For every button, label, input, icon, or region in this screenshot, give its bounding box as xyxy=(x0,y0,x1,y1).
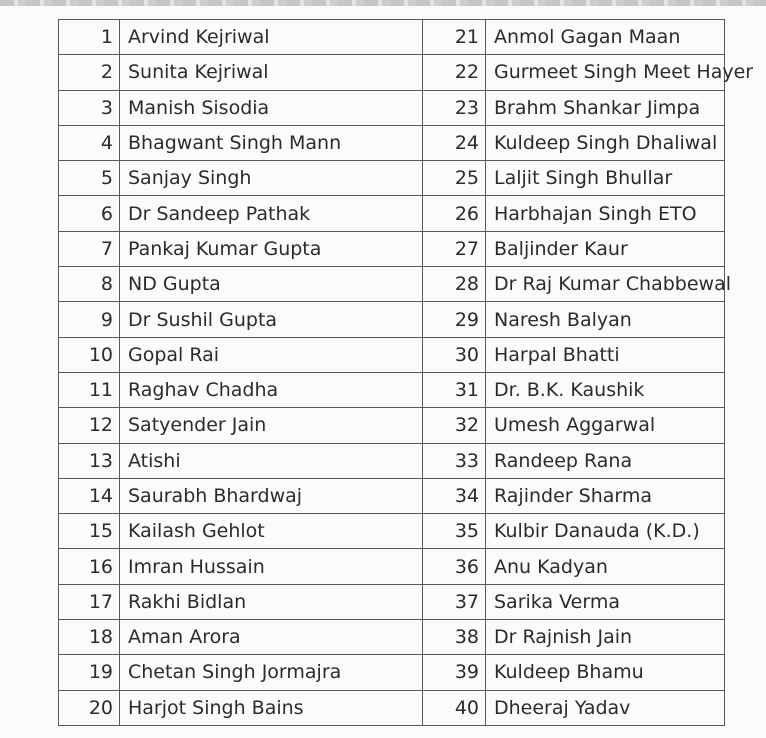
left-number-cell: 17 xyxy=(59,584,120,619)
right-name-cell: Harbhajan Singh ETO xyxy=(486,196,725,231)
table-row xyxy=(59,620,725,655)
table-row xyxy=(59,584,725,619)
left-name-cell: Kailash Gehlot xyxy=(120,514,423,549)
right-number-cell: 24 xyxy=(423,125,486,160)
right-number-cell: 31 xyxy=(423,372,486,407)
left-number-cell: 2 xyxy=(59,55,120,90)
left-number-cell: 6 xyxy=(59,196,120,231)
right-number-cell: 40 xyxy=(423,690,486,725)
right-number-cell: 39 xyxy=(423,655,486,690)
right-name-cell: Randeep Rana xyxy=(486,443,725,478)
table-row xyxy=(59,408,725,443)
left-name-cell: Saurabh Bhardwaj xyxy=(120,478,423,513)
cropped-text-edge xyxy=(0,0,766,6)
left-number-cell: 10 xyxy=(59,337,120,372)
table-row xyxy=(59,443,725,478)
right-name-cell: Dheeraj Yadav xyxy=(486,690,725,725)
table-row xyxy=(59,90,725,125)
left-number-cell: 3 xyxy=(59,90,120,125)
right-name-cell: Kuldeep Bhamu xyxy=(486,655,725,690)
left-number-cell: 4 xyxy=(59,125,120,160)
right-name-cell: Anmol Gagan Maan xyxy=(486,20,725,55)
right-name-cell: Dr Rajnish Jain xyxy=(486,620,725,655)
right-number-cell: 21 xyxy=(423,20,486,55)
table-row xyxy=(59,690,725,725)
left-name-cell: Arvind Kejriwal xyxy=(120,20,423,55)
left-number-cell: 18 xyxy=(59,620,120,655)
right-number-cell: 38 xyxy=(423,620,486,655)
left-number-cell: 13 xyxy=(59,443,120,478)
right-name-cell: Dr. B.K. Kaushik xyxy=(486,372,725,407)
table-row xyxy=(59,231,725,266)
right-number-cell: 30 xyxy=(423,337,486,372)
left-number-cell: 11 xyxy=(59,372,120,407)
right-number-cell: 37 xyxy=(423,584,486,619)
left-number-cell: 9 xyxy=(59,302,120,337)
table-row xyxy=(59,125,725,160)
table-row xyxy=(59,514,725,549)
table-row xyxy=(59,655,725,690)
table-row xyxy=(59,372,725,407)
left-name-cell: Pankaj Kumar Gupta xyxy=(120,231,423,266)
right-number-cell: 22 xyxy=(423,55,486,90)
right-number-cell: 32 xyxy=(423,408,486,443)
right-name-cell: Kuldeep Singh Dhaliwal xyxy=(486,125,725,160)
right-number-cell: 35 xyxy=(423,514,486,549)
left-name-cell: Aman Arora xyxy=(120,620,423,655)
right-name-cell: Dr Raj Kumar Chabbewal xyxy=(486,267,725,302)
left-number-cell: 19 xyxy=(59,655,120,690)
left-name-cell: ND Gupta xyxy=(120,267,423,302)
left-name-cell: Gopal Rai xyxy=(120,337,423,372)
left-name-cell: Dr Sandeep Pathak xyxy=(120,196,423,231)
right-name-cell: Harpal Bhatti xyxy=(486,337,725,372)
right-number-cell: 29 xyxy=(423,302,486,337)
left-number-cell: 5 xyxy=(59,161,120,196)
left-name-cell: Chetan Singh Jormajra xyxy=(120,655,423,690)
right-name-cell: Baljinder Kaur xyxy=(486,231,725,266)
left-name-cell: Dr Sushil Gupta xyxy=(120,302,423,337)
left-name-cell: Rakhi Bidlan xyxy=(120,584,423,619)
right-name-cell: Brahm Shankar Jimpa xyxy=(486,90,725,125)
left-name-cell: Sanjay Singh xyxy=(120,161,423,196)
right-number-cell: 36 xyxy=(423,549,486,584)
right-name-cell: Laljit Singh Bhullar xyxy=(486,161,725,196)
right-name-cell: Gurmeet Singh Meet Hayer xyxy=(486,55,725,90)
right-number-cell: 33 xyxy=(423,443,486,478)
table-row xyxy=(59,161,725,196)
table-row xyxy=(59,55,725,90)
left-name-cell: Raghav Chadha xyxy=(120,372,423,407)
right-number-cell: 25 xyxy=(423,161,486,196)
right-name-cell: Sarika Verma xyxy=(486,584,725,619)
right-number-cell: 26 xyxy=(423,196,486,231)
right-number-cell: 23 xyxy=(423,90,486,125)
names-table-body xyxy=(59,20,754,726)
names-table xyxy=(58,19,754,726)
table-row xyxy=(59,478,725,513)
right-number-cell: 34 xyxy=(423,478,486,513)
right-name-cell: Rajinder Sharma xyxy=(486,478,725,513)
right-number-cell: 27 xyxy=(423,231,486,266)
right-name-cell: Naresh Balyan xyxy=(486,302,725,337)
left-number-cell: 16 xyxy=(59,549,120,584)
table-row xyxy=(59,267,725,302)
table-row xyxy=(59,337,725,372)
left-name-cell: Harjot Singh Bains xyxy=(120,690,423,725)
right-name-cell: Umesh Aggarwal xyxy=(486,408,725,443)
left-number-cell: 15 xyxy=(59,514,120,549)
left-number-cell: 12 xyxy=(59,408,120,443)
left-name-cell: Atishi xyxy=(120,443,423,478)
table-row xyxy=(59,196,725,231)
table-row xyxy=(59,302,725,337)
table-row xyxy=(59,549,725,584)
left-number-cell: 7 xyxy=(59,231,120,266)
left-number-cell: 14 xyxy=(59,478,120,513)
left-name-cell: Manish Sisodia xyxy=(120,90,423,125)
right-name-cell: Kulbir Danauda (K.D.) xyxy=(486,514,725,549)
left-number-cell: 8 xyxy=(59,267,120,302)
right-number-cell: 28 xyxy=(423,267,486,302)
left-number-cell: 20 xyxy=(59,690,120,725)
table-row xyxy=(59,20,725,55)
left-name-cell: Satyender Jain xyxy=(120,408,423,443)
left-name-cell: Imran Hussain xyxy=(120,549,423,584)
left-number-cell: 1 xyxy=(59,20,120,55)
left-name-cell: Sunita Kejriwal xyxy=(120,55,423,90)
right-name-cell: Anu Kadyan xyxy=(486,549,725,584)
left-name-cell: Bhagwant Singh Mann xyxy=(120,125,423,160)
